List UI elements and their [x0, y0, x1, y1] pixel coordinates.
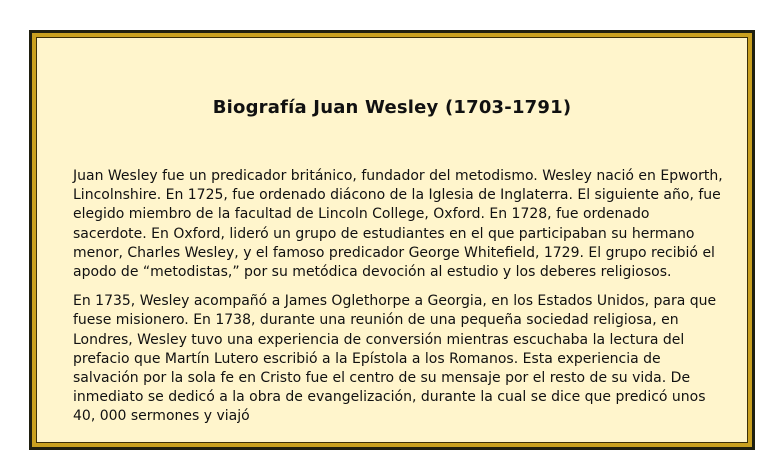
- paragraph-1: Juan Wesley fue un predicador británico, fundador del metodismo. Wesley nació en Epworth, Lincolnshire. En 1725, fue ordenado diácono de la Iglesia de Inglaterra. El siguiente año, fue elegido miembro de la facultad de Lincoln College, Oxford. En 1728, fue ordenado sacerdote. En Oxford, lideró un grupo de estudiantes en el que participaban su hermano menor, Charles Wesley, y el famoso predicador George Whitefield, 1729. El grupo recibió el apodo de “metodistas,” por su metódica devoción al estudio y los deberes religiosos.: [73, 168, 723, 281]
- slide-frame: [29, 30, 755, 450]
- slide-content: [36, 37, 748, 443]
- document-title: Biografía Juan Wesley (1703-1791): [212, 97, 572, 118]
- document-body: [73, 167, 723, 437]
- paragraph-2: En 1735, Wesley acompañó a James Oglethorpe a Georgia, en los Estados Unidos, para que fuese misionero. En 1738, durante una reunión de una pequeña sociedad religiosa, en Londres, Wesley tuvo una experiencia de conversión mientras escuchaba la lectura del prefacio que Martín Lutero escribió a la Epístola a los Romanos. Esta experiencia de salvación por la sola fe en Cristo fue el centro de su mensaje por el resto de su vida. De inmediato se dedicó a la obra de evangelización, durante la cual se dice que predicó unos 40, 000 sermones y viajó: [73, 293, 717, 425]
